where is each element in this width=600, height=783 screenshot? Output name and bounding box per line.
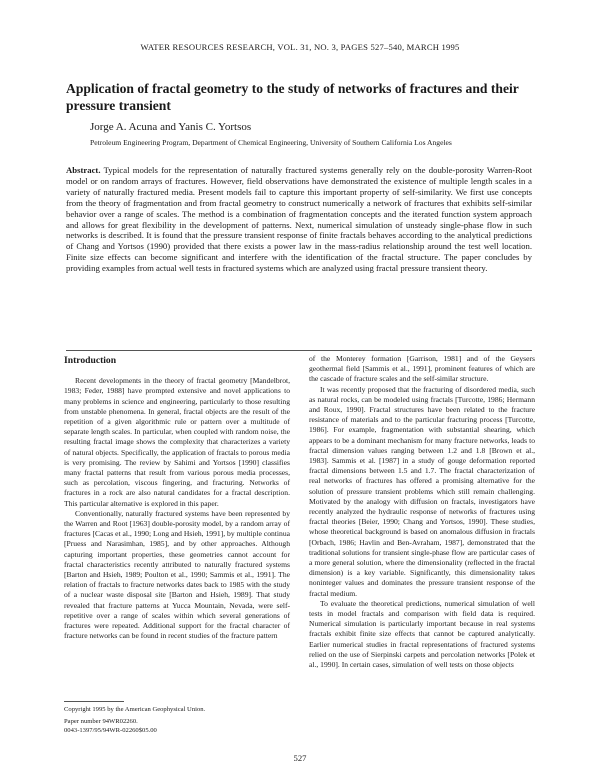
abstract <box>66 165 532 274</box>
left-column <box>64 356 290 641</box>
running-head: WATER RESOURCES RESEARCH, VOL. 31, NO. 3, PAGES 527–540, MARCH 1995 <box>140 42 460 52</box>
body-paragraph: Recent developments in the theory of fractal geometry [Mandelbrot, 1983; Feder, 1988] have prompted extensive and novel applications to many problems in science and engineering, particularly to those resulting from unstable phenomena. In general, fractal objects are the result of the repetition of a given algorithmic rule or pattern over a multitude of separate length scales. In particular, when coupled with random noise, the resulting fractal image shows the complexity that characterizes a variety of natural objects. Specifically, the application of fractals to porous media is very promising. The review by Sahimi and Yortsos [1990] classifies many fractal patterns that result from various porous media processes, such as percolation, viscous fingering, and fracturing. Networks of fractures in a rock are also natural candidates for a fractal description. This particular alternative is explored in this paper. <box>64 376 290 508</box>
body-paragraph: It was recently proposed that the fracturing of disordered media, such as natural rocks, can be modeled using fractals [Turcotte, 1986; Hermann and Roux, 1990]. Fractal structures have been related to the fracture resistance of materials and to the particular fracturing process [Turcotte, 1986]. For example, fragmentation with substantial shearing, which appears to be a dominant mechanism for many fracture networks, leads to fractal dimension values ranging between 1.2 and 1.8 [Brown et al., 1983]. Sammis et al. [1987] in a study of gouge deformation reported fractal dimensions between 1.5 and 1.7. The fractal characterization of real networks of fractures has offered a promising alternative for the solution of pressure transient problems which still remain challenging. Motivated by the analogy with diffusion on fractals, investigators have recently analyzed the hydraulic response of networks of fractures using fractal theories [Beier, 1990; Chang and Yortsos, 1990]. These studies, whose theoretical background is based on anomalous diffusion in fractals [Orbach, 1986; Havlin and Ben-Avraham, 1987], demonstrated that the traditional solutions for transient single-phase flow are particular cases of a more general solution, where the dimensionality (reflected in the fractal dimension) is a key variable. Significantly, this dimensionality takes noninteger values and dominates the pressure transient response of the fractal medium. <box>309 384 535 598</box>
body-paragraph: Conventionally, naturally fractured systems have been represented by the Warren and Root [1963] double-porosity model, by a random array of fractures [Cacas et al., 1990; Long and Hsieh, 1991], by multiple continua [Pruess and Narasimhan, 1985], and by other approaches. Although capturing important properties, these geometries cannot account for fractal characteristics recently attributed to naturally fractured systems [Barton and Hsieh, 1989; Poulton et al., 1990; Sammis et al., 1991]. The relation of fractals to fracture networks dates back to 1985 with the study of a nuclear waste disposal site [Barton and Hsieh, 1989]. That study revealed that fracture patterns at Yucca Mountain, Nevada, were self-repetitive over a range of scales within which several generations of fractures were repeated. Additional support for the fractal character of fracture networks can be found in recent studies of the fracture pattern <box>64 508 290 641</box>
section-heading-introduction: Introduction <box>64 355 117 366</box>
footnote-rule <box>64 701 124 702</box>
right-column <box>309 354 535 670</box>
body-paragraph: To evaluate the theoretical predictions, numerical simulation of well tests in model fractals and comparison with field data is required. Numerical simulation is particularly important because in real systems fractals exhibit finite size effects that cannot be captured analytically. Earlier numerical studies in fractal representations of fractured systems relied on the use of Sierpinski carpets and percolation networks [Polek et al., 1990]. In certain cases, simulation of well tests on those objects <box>309 598 535 670</box>
abstract-label: Abstract. <box>66 165 101 175</box>
issn-line: 0043-1397/95/94WR-02260$05.00 <box>64 726 157 734</box>
authors: Jorge A. Acuna and Yanis C. Yortsos <box>90 121 252 133</box>
article-title: Application of fractal geometry to the study of networks of fractures and their pressure transient <box>66 81 519 113</box>
affiliation: Petroleum Engineering Program, Department of Chemical Engineering, University of Southern California Los Angeles <box>90 138 452 147</box>
page-number: 527 <box>293 753 307 763</box>
copyright-line: Copyright 1995 by the American Geophysical Union. <box>64 706 206 713</box>
section-divider <box>66 350 532 351</box>
paper-number: Paper number 94WR02260. <box>64 718 138 726</box>
body-paragraph: of the Monterey formation [Garrison, 1981] and of the Geysers geothermal field [Sammis et al., 1991], prominent features of which are the cascade of fracture scales and the self-similar structure. <box>309 354 535 384</box>
copyright-footnote <box>64 701 290 735</box>
abstract-text: Typical models for the representation of naturally fractured systems generally rely on the double-porosity Warren-Root model or on random arrays of fractures. However, field observations have demonstrated the existence of multiple length scales in a variety of naturally fractured media. Present models fail to capture this important property of self-similarity. We first use concepts from the theory of fragmentation and from fractal geometry to construct numerically a network of fractures that exhibits self-similar behavior over a range of scales. The method is a combination of fragmentation concepts and the iterated function system approach and allows for great flexibility in the development of patterns. Next, numerical simulation of unsteady single-phase flow in such networks is described. It is found that the pressure transient response of finite fractals behaves according to the analytical predictions of Chang and Yortsos (1990) provided that there exists a power law in the mass-radius relationship around the test well location. Finite size effects can become significant and interfere with the identification of the fractal structure. The paper concludes by providing examples from actual well tests in fractured systems which are analyzed using fractal pressure transient theory. <box>66 165 533 274</box>
